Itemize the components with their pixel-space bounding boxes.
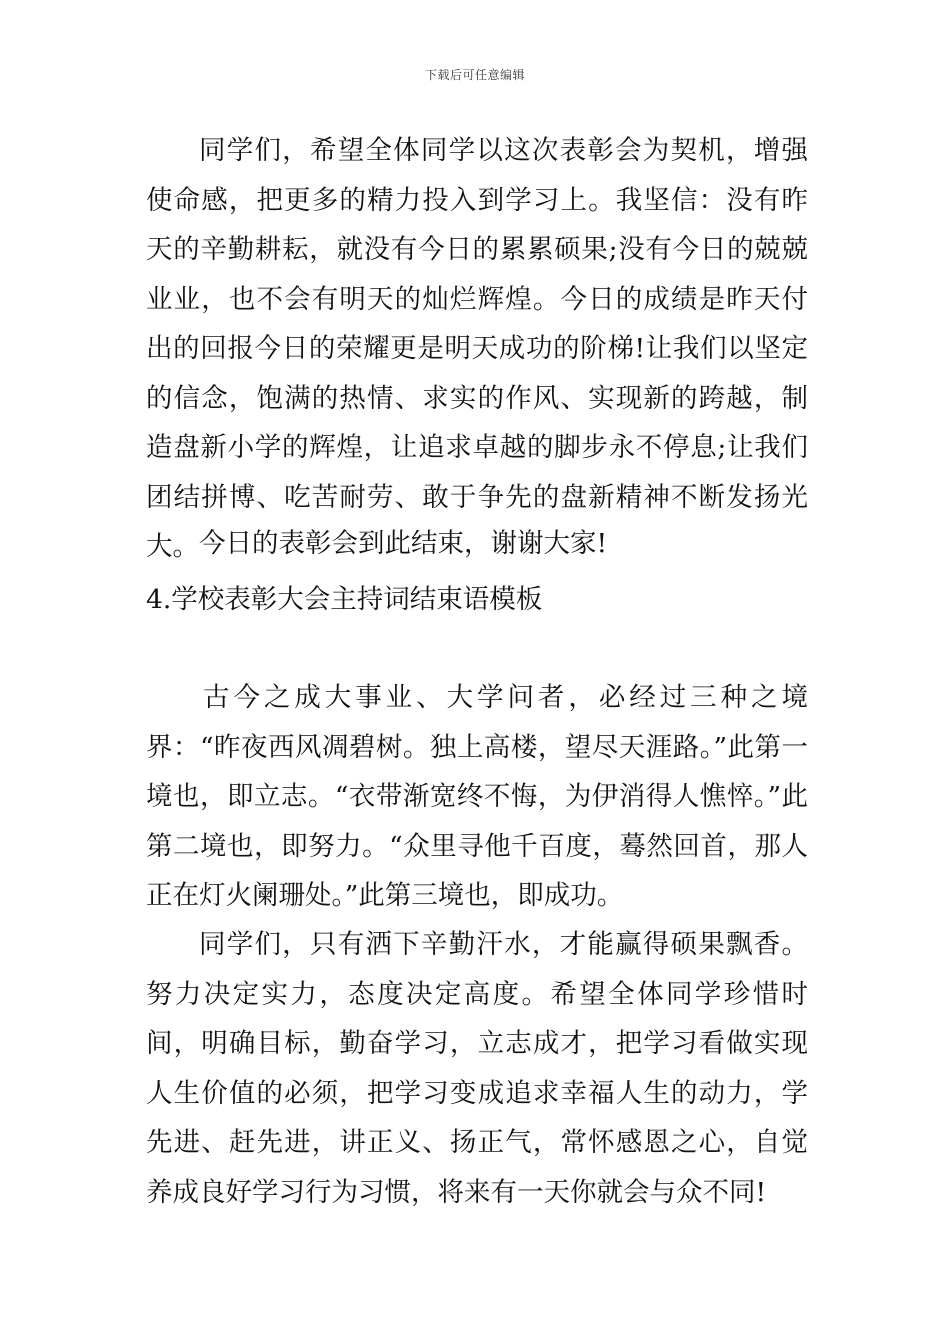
- paragraph-block-2: [146, 519, 808, 569]
- paragraph-block-1: [146, 126, 808, 572]
- page-header: 下载后可任意编辑: [424, 68, 525, 82]
- paragraph-encouragement: 同学们，希望全体同学以这次表彰会为契机，增强使命感，把更多的精力投入到学习上。我坚信：没有昨天的辛勤耕耘，就没有今日的累累硕果;没有今日的兢兢业业，也不会有明天的灿烂辉煌。今日的成绩是昨天付出的回报今日的荣耀更是明天成功的阶梯!让我们以坚定的信念，饱满的热情、求实的作风、实现新的跨越，制造盘新小学的辉煌，让追求卓越的脚步永不停息;让我们团结拼博、吃苦耐劳、敢于争先的盘新精神不断发扬光大。: [146, 135, 808, 562]
- paragraph-block-3: [146, 673, 808, 921]
- paragraph-hard-work: 同学们，只有洒下辛勤汗水，才能赢得硕果飘香。努力决定实力，态度决定高度。希望全体同学珍惜时间，明确目标，勤奋学习，立志成才，把学习看做实现人生价值的必须，把学习变成追求幸福人生的动力，学先进、赶先进，讲正义、扬正气，常怀感恩之心，自觉养成良好学习行为习惯，将来有一天你就会与众不同!: [146, 929, 808, 1208]
- paragraph-closing: 今日的表彰会到此结束，谢谢大家!: [199, 528, 608, 559]
- section-heading: 4.学校表彰大会主持词结束语模板: [146, 584, 543, 615]
- paragraph-three-realms: 古今之成大事业、大学问者，必经过三种之境界：“昨夜西风凋碧树。独上高楼，望尽天涯路。”此第一境也，即立志。“衣带渐宽终不悔，为伊消得人憔悴。”此第二境也，即努力。“众里寻他千百度，蓦然回首，那人正在灯火阑珊处。”此第三境也，即成功。: [146, 682, 808, 911]
- paragraph-block-4: [146, 920, 808, 1217]
